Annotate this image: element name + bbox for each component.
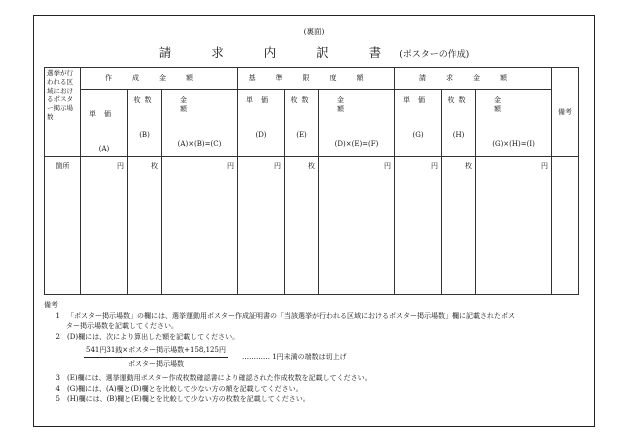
unit-price-g-cell[interactable] (395, 156, 442, 294)
col-header-quantity-b (128, 90, 162, 157)
note-item (44, 394, 584, 405)
document-subtitle: (裏面) (303, 27, 325, 36)
count-cell[interactable] (45, 156, 81, 294)
note-item (44, 373, 584, 384)
col-label: 枚数 (290, 96, 313, 105)
note-continuation: ター掲示場数を記載してください。 (66, 322, 178, 330)
unit-price-d-cell[interactable] (238, 156, 285, 294)
note-number: 1 (55, 311, 60, 320)
col-code: (A) (98, 145, 110, 154)
col-label: 枚数 (447, 96, 470, 105)
col-label: 金額 (337, 96, 377, 113)
amount-f-cell[interactable] (319, 156, 395, 294)
unit-price-a-cell[interactable] (81, 156, 128, 294)
col-header-amount-c (162, 90, 238, 157)
table-row (45, 156, 579, 294)
row-header-text: 選挙が行われる区域におけるポスター掲示場数 (47, 69, 73, 121)
document-frame (33, 15, 595, 427)
col-code: (D)×(E)=(F) (334, 139, 379, 148)
note-number: 2 (55, 332, 60, 341)
amount-i-cell[interactable] (476, 156, 552, 294)
unit-label: 円 (117, 161, 124, 170)
col-header-unit-price-g (395, 90, 442, 157)
row-header-cell (45, 68, 81, 157)
notes-section (44, 300, 584, 405)
formula-note: ………… 1円未満の端数は切上げ (241, 352, 347, 361)
amount-c-cell[interactable] (162, 156, 238, 294)
quantity-h-cell[interactable] (442, 156, 476, 294)
col-label: 単価 (246, 96, 277, 105)
unit-label: 箇所 (55, 161, 70, 170)
unit-label: 枚 (151, 161, 158, 170)
col-header-unit-price-a (81, 90, 128, 157)
col-header-amount-i (476, 90, 552, 157)
note-number: 4 (55, 384, 60, 393)
unit-label: 枚 (308, 161, 316, 170)
col-code: (G)×(H)=(I) (492, 139, 535, 148)
formula-numerator: 541円31銭×ポスター掲示場数+158,125円 (84, 345, 228, 358)
group-header-limit: 基準限度額 (238, 68, 395, 90)
col-label: 単価 (89, 110, 119, 119)
col-header-amount-f (319, 90, 395, 157)
remarks-header: 備考 (552, 68, 579, 157)
note-text: (E)欄には、選挙運動用ポスター作成枚数確認書により確認された作成枚数を記載してください。 (67, 374, 372, 382)
breakdown-table (44, 67, 579, 295)
quantity-b-cell[interactable] (128, 156, 162, 294)
col-code: (D) (255, 130, 267, 139)
note-number: 5 (55, 395, 60, 403)
unit-label: 円 (227, 161, 235, 170)
price-formula (84, 345, 584, 369)
col-code: (G) (412, 130, 424, 139)
note-text: (H)欄には、(B)欄と(E)欄とを比較して少ない方の枚数を記載してください。 (67, 395, 310, 403)
note-item (44, 311, 584, 322)
col-code: (B) (139, 130, 150, 139)
formula-denominator: ポスター掲示場数 (127, 359, 184, 368)
col-code: (A)×(B)=(C) (177, 139, 222, 148)
unit-label: 円 (431, 161, 439, 170)
remarks-cell[interactable] (552, 156, 579, 294)
unit-label: 枚 (465, 161, 473, 170)
col-label: 金額 (180, 96, 219, 113)
title-sub: (ポスターの作成) (399, 50, 470, 60)
group-header-claim: 請求金額 (395, 68, 552, 90)
title-main: 請 求 内 訳 書 (158, 45, 400, 60)
col-code: (H) (452, 130, 465, 139)
note-text: (D)欄には、次により算出した額を記載してください。 (67, 332, 240, 341)
notes-heading: 備考 (44, 301, 58, 309)
note-text: (G)欄には、(A)欄と(D)欄とを比較して少ない方の額を記載してください。 (67, 384, 303, 393)
unit-label: 円 (274, 161, 282, 170)
col-header-unit-price-d (238, 90, 285, 157)
note-item (44, 332, 584, 343)
note-text: 「ポスター掲示場数」の欄には、選挙運動用ポスター作成証明書の「当該選挙が行われる区域におけるポスター掲示場数」欄に記載されたポス (67, 311, 515, 320)
note-number: 3 (55, 374, 60, 382)
group-header-creation: 作成金額 (81, 68, 238, 90)
unit-label: 円 (541, 161, 549, 170)
col-label: 金額 (494, 96, 534, 113)
col-label: 単価 (403, 96, 434, 105)
quantity-e-cell[interactable] (285, 156, 319, 294)
note-item (44, 384, 584, 395)
document-title (34, 43, 594, 61)
formula-fraction (84, 345, 228, 369)
col-code: (E) (296, 130, 307, 139)
col-header-quantity-h (442, 90, 476, 157)
col-label: 枚数 (133, 96, 156, 105)
unit-label: 円 (384, 161, 392, 170)
col-header-quantity-e (285, 90, 319, 157)
